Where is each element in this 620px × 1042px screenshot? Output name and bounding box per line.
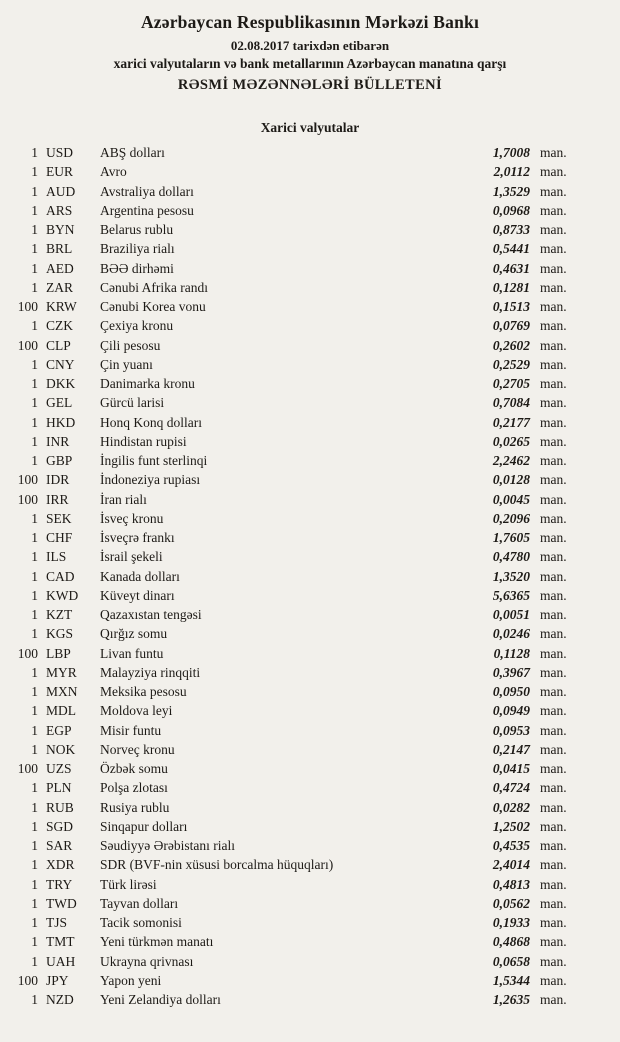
bulletin-header [0,0,620,94]
rate-row [6,567,580,586]
currency-name-cell: İsveç kronu [100,510,164,526]
unit-label-cell: man. [540,356,567,372]
currency-code-cell: IRR [46,491,69,507]
quantity-cell: 1 [31,992,38,1007]
currency-code-cell: TWD [46,895,77,911]
rate-row [6,336,580,355]
rate-row [6,798,580,817]
quantity-cell: 1 [31,876,38,892]
currency-code-cell: NOK [46,741,76,757]
currency-name-cell: İndoneziya rupiası [100,472,201,488]
quantity-cell: 1 [31,433,38,449]
currency-name-cell: Özbək somu [100,761,168,776]
rate-row [6,239,580,258]
unit-label-cell: man. [540,799,567,815]
unit-label-cell: man. [540,395,567,411]
currency-code-cell: AED [46,260,74,276]
quantity-cell: 1 [31,183,38,199]
quantity-cell: 1 [31,222,38,237]
rate-row [6,432,580,451]
currency-code-cell: AUD [46,183,76,199]
quantity-cell: 100 [17,761,38,776]
quantity-cell: 1 [31,318,38,334]
currency-name-cell: Yapon yeni [100,972,162,988]
unit-label-cell: man. [540,183,567,199]
rate-row [6,644,580,663]
currency-name-cell: Tayvan dolları [100,895,179,911]
quantity-cell: 1 [31,376,38,391]
quantity-cell: 1 [31,741,38,757]
currency-code-cell: TRY [46,876,73,892]
quantity-cell: 100 [17,972,38,988]
quantity-cell: 100 [17,491,38,507]
currency-code-cell: SEK [46,510,72,526]
rate-value-cell: 0,0562 [492,895,530,911]
quantity-cell: 1 [31,395,38,411]
unit-label-cell: man. [540,587,567,603]
rate-value-cell: 0,0128 [492,472,530,488]
quantity-cell: 1 [31,626,38,642]
currency-code-cell: GBP [46,453,73,468]
currency-code-cell: EGP [46,722,72,738]
rate-value-cell: 1,2635 [492,992,530,1007]
rate-row [6,586,580,605]
rate-row [6,490,580,509]
unit-label-cell: man. [540,145,567,160]
quantity-cell: 1 [31,241,38,257]
currency-code-cell: MYR [46,664,77,680]
currency-code-cell: KGS [46,626,74,642]
currency-code-cell: UZS [46,761,72,776]
currency-code-cell: CLP [46,337,71,353]
currency-code-cell: PLN [46,780,72,796]
rate-row [6,547,580,566]
rate-value-cell: 0,0968 [492,202,530,218]
quantity-cell: 1 [31,260,38,276]
quantity-cell: 1 [31,510,38,526]
quantity-cell: 1 [31,164,38,180]
unit-label-cell: man. [540,780,567,796]
unit-label-cell: man. [540,337,567,353]
currency-code-cell: GEL [46,395,73,411]
currency-code-cell: BYN [46,222,75,237]
unit-label-cell: man. [540,164,567,180]
unit-label-cell: man. [540,568,567,584]
currency-name-cell: Ukrayna qrivnası [100,953,194,969]
currency-code-cell: TMT [46,934,75,950]
rate-value-cell: 0,1281 [492,279,530,295]
rate-value-cell: 0,0282 [492,799,530,815]
currency-name-cell: Braziliya rialı [100,241,175,257]
currency-code-cell: KWD [46,587,79,603]
rate-row [6,971,580,990]
unit-label-cell: man. [540,510,567,526]
currency-code-cell: MXN [46,684,78,699]
rate-row [6,663,580,682]
rate-value-cell: 0,0246 [492,626,530,642]
rate-value-cell: 0,2602 [492,337,530,353]
rate-value-cell: 0,0051 [492,607,530,622]
currency-name-cell: Rusiya rublu [100,799,170,815]
rate-row [6,220,580,239]
rate-row [6,740,580,759]
currency-code-cell: IDR [46,472,70,488]
bank-title: Azərbaycan Respublikasının Mərkəzi Bankı [140,12,480,32]
currency-code-cell: HKD [46,414,76,430]
currency-name-cell: Argentina pesosu [100,202,194,218]
bulletin-title: RƏSMİ MƏZƏNNƏLƏRİ BÜLLETENİ [177,77,443,93]
quantity-cell: 1 [31,607,38,622]
currency-code-cell: CZK [46,318,73,334]
currency-code-cell: KZT [46,607,73,622]
currency-code-cell: CNY [46,356,75,372]
currency-name-cell: Avro [100,164,127,180]
rate-value-cell: 0,0950 [492,684,530,699]
rate-row [6,413,580,432]
quantity-cell: 1 [31,453,38,468]
quantity-cell: 1 [31,684,38,699]
currency-code-cell: LBP [46,645,71,661]
rate-value-cell: 0,3967 [492,664,530,680]
rate-row [6,624,580,643]
unit-label-cell: man. [540,299,567,314]
currency-code-cell: RUB [46,799,74,815]
currency-code-cell: NZD [46,992,74,1007]
unit-label-cell: man. [540,626,567,642]
unit-label-cell: man. [540,279,567,295]
currency-name-cell: BƏƏ dirhəmi [100,260,174,276]
currency-name-cell: İngilis funt sterlinqi [100,453,208,468]
rate-value-cell: 0,0415 [492,761,530,776]
currency-code-cell: XDR [46,857,75,873]
quantity-cell: 1 [31,915,38,930]
rate-value-cell: 1,7008 [492,145,530,160]
quantity-cell: 100 [17,337,38,353]
rate-value-cell: 2,4014 [492,857,530,873]
quantity-cell: 100 [17,472,38,488]
currency-name-cell: ABŞ dolları [100,145,165,160]
unit-label-cell: man. [540,453,567,468]
unit-label-cell: man. [540,414,567,430]
quantity-cell: 1 [31,799,38,815]
unit-label-cell: man. [540,664,567,680]
quantity-cell: 1 [31,838,38,853]
currency-name-cell: Yeni türkmən manatı [100,934,214,950]
unit-label-cell: man. [540,953,567,969]
unit-label-cell: man. [540,934,567,950]
rate-value-cell: 1,3529 [492,183,530,199]
currency-name-cell: Norveç kronu [100,741,175,757]
unit-label-cell: man. [540,549,567,565]
currency-code-cell: CHF [46,530,73,545]
rate-row [6,316,580,335]
quantity-cell: 100 [17,299,38,314]
rate-value-cell: 1,7605 [492,530,530,545]
currency-name-cell: Cənubi Afrika randı [100,279,208,295]
quantity-cell: 1 [31,953,38,969]
quantity-cell: 1 [31,664,38,680]
quantity-cell: 1 [31,703,38,719]
currency-name-cell: Türk lirəsi [100,876,157,892]
currency-name-cell: Moldova leyi [100,703,173,719]
quantity-cell: 1 [31,818,38,834]
currency-name-cell: Honq Konq dolları [100,414,202,430]
unit-label-cell: man. [540,472,567,488]
unit-label-cell: man. [540,741,567,757]
currency-name-cell: Polşa zlotası [100,780,168,796]
currency-name-cell: Hindistan rupisi [100,433,187,449]
rate-row [6,913,580,932]
currency-name-cell: Avstraliya dolları [100,183,194,199]
rate-value-cell: 0,1128 [493,645,530,661]
currency-code-cell: SAR [46,838,73,853]
rate-row [6,605,580,624]
rate-row [6,374,580,393]
quantity-cell: 1 [31,414,38,430]
rate-value-cell: 0,4813 [492,876,530,892]
currency-name-cell: Misir funtu [100,722,162,738]
rate-row [6,990,580,1009]
currency-name-cell: Belarus rublu [100,222,174,237]
rate-row [6,259,580,278]
currency-code-cell: MDL [46,703,76,719]
unit-label-cell: man. [540,838,567,853]
rate-row [6,682,580,701]
currency-name-cell: Səudiyyə Ərəbistanı rialı [100,838,235,853]
rate-value-cell: 0,8733 [492,222,530,237]
unit-label-cell: man. [540,857,567,873]
rate-value-cell: 0,1513 [492,299,530,314]
quantity-cell: 1 [31,279,38,295]
currency-code-cell: CAD [46,568,75,584]
currency-code-cell: BRL [46,241,73,257]
rate-value-cell: 0,4868 [492,934,530,950]
currency-name-cell: Malayziya rinqqiti [100,664,201,680]
unit-label-cell: man. [540,318,567,334]
currency-name-cell: Çexiya kronu [100,318,174,334]
rate-value-cell: 1,2502 [492,818,530,834]
rate-value-cell: 0,7084 [492,395,530,411]
unit-label-cell: man. [540,530,567,545]
section-title-foreign-currencies: Xarici valyutalar [260,120,360,135]
currency-code-cell: EUR [46,164,73,180]
rate-value-cell: 2,0112 [493,164,530,180]
rate-row [6,894,580,913]
currency-name-cell: Meksika pesosu [100,684,187,699]
rate-row [6,451,580,470]
currency-name-cell: Sinqapur dolları [100,818,188,834]
currency-name-cell: SDR (BVF-nin xüsusi borcalma hüquqları) [100,857,334,873]
unit-label-cell: man. [540,222,567,237]
quantity-cell: 1 [31,934,38,950]
currency-name-cell: Livan funtu [100,645,164,661]
currency-code-cell: KRW [46,299,77,314]
unit-label-cell: man. [540,818,567,834]
unit-label-cell: man. [540,260,567,276]
rate-row [6,528,580,547]
currency-name-cell: Danimarka kronu [100,376,195,391]
rate-value-cell: 0,0949 [492,703,530,719]
rate-value-cell: 5,6365 [492,587,530,603]
rate-row [6,393,580,412]
currency-name-cell: Kanada dolları [100,568,180,584]
currency-code-cell: SGD [46,818,74,834]
currency-name-cell: Küveyt dinarı [100,587,175,603]
effective-date: 02.08.2017 tarixdən etibarən [230,38,390,53]
rate-row [6,721,580,740]
rate-row [6,875,580,894]
rate-row [6,297,580,316]
rate-value-cell: 0,2705 [492,376,530,391]
unit-label-cell: man. [540,684,567,699]
unit-label-cell: man. [540,376,567,391]
quantity-cell: 1 [31,356,38,372]
unit-label-cell: man. [540,202,567,218]
rate-value-cell: 0,4780 [492,549,530,565]
rate-value-cell: 0,2147 [492,741,530,757]
rate-value-cell: 1,5344 [492,972,530,988]
currency-name-cell: Qırğız somu [100,626,168,642]
rate-value-cell: 0,4535 [492,838,530,853]
rate-row [6,278,580,297]
currency-name-cell: Gürcü larisi [100,395,165,411]
currency-code-cell: JPY [46,972,69,988]
rate-row [6,355,580,374]
rate-value-cell: 0,0265 [492,433,530,449]
quantity-cell: 1 [31,780,38,796]
currency-code-cell: ILS [46,549,67,565]
unit-label-cell: man. [540,491,567,507]
quantity-cell: 1 [31,895,38,911]
unit-label-cell: man. [540,895,567,911]
quantity-cell: 1 [31,549,38,565]
rate-value-cell: 0,5441 [492,241,530,257]
quantity-cell: 100 [17,645,38,661]
currency-name-cell: Çin yuanı [100,356,153,372]
currency-name-cell: Tacik somonisi [100,915,182,930]
currency-code-cell: UAH [46,953,76,969]
rate-row [6,932,580,951]
unit-label-cell: man. [540,722,567,738]
rate-row [6,952,580,971]
rate-row [6,836,580,855]
rate-value-cell: 0,2177 [492,414,530,430]
rate-value-cell: 0,1933 [492,915,530,930]
currency-code-cell: ARS [46,202,73,218]
rate-value-cell: 0,4631 [492,260,530,276]
unit-label-cell: man. [540,703,567,719]
rate-row [6,855,580,874]
quantity-cell: 1 [31,587,38,603]
unit-label-cell: man. [540,645,567,661]
currency-name-cell: İsrail şekeli [100,549,163,565]
currency-code-cell: USD [46,145,74,160]
rate-row [6,201,580,220]
rate-value-cell: 0,2529 [492,356,530,372]
rate-row [6,817,580,836]
quantity-cell: 1 [31,145,38,160]
unit-label-cell: man. [540,972,567,988]
rate-value-cell: 0,0769 [492,318,530,334]
rate-value-cell: 0,4724 [492,780,530,796]
quantity-cell: 1 [31,530,38,545]
currency-name-cell: İsveçrə frankı [100,530,175,545]
rate-value-cell: 0,0658 [492,953,530,969]
rate-row [6,509,580,528]
quantity-cell: 1 [31,722,38,738]
rate-row [6,182,580,201]
rates-list [0,141,620,1009]
unit-label-cell: man. [540,241,567,257]
currency-code-cell: DKK [46,376,76,391]
currency-name-cell: İran rialı [100,491,147,507]
currency-code-cell: ZAR [46,279,73,295]
currency-code-cell: TJS [46,915,68,930]
unit-label-cell: man. [540,876,567,892]
unit-label-cell: man. [540,992,567,1007]
quantity-cell: 1 [31,568,38,584]
unit-label-cell: man. [540,433,567,449]
rate-row [6,778,580,797]
currency-name-cell: Cənubi Korea vonu [100,299,206,314]
rate-value-cell: 0,0045 [492,491,530,507]
currency-code-cell: INR [46,433,70,449]
rate-value-cell: 0,0953 [492,722,530,738]
rate-row [6,470,580,489]
rate-row [6,162,580,181]
quantity-cell: 1 [31,202,38,218]
bulletin-subtitle: xarici valyutaların və bank metallarının Azərbaycan manatına qarşı [113,56,507,71]
unit-label-cell: man. [540,915,567,930]
rate-row [6,143,580,162]
unit-label-cell: man. [540,761,567,776]
rate-value-cell: 0,2096 [492,510,530,526]
currency-name-cell: Yeni Zelandiya dolları [100,992,221,1007]
rate-value-cell: 1,3520 [492,568,530,584]
currency-name-cell: Çili pesosu [100,337,161,353]
currency-name-cell: Qazaxıstan tengəsi [100,607,202,622]
rate-row [6,759,580,778]
unit-label-cell: man. [540,607,567,622]
rate-value-cell: 2,2462 [492,453,530,468]
quantity-cell: 1 [31,857,38,873]
rate-row [6,701,580,720]
